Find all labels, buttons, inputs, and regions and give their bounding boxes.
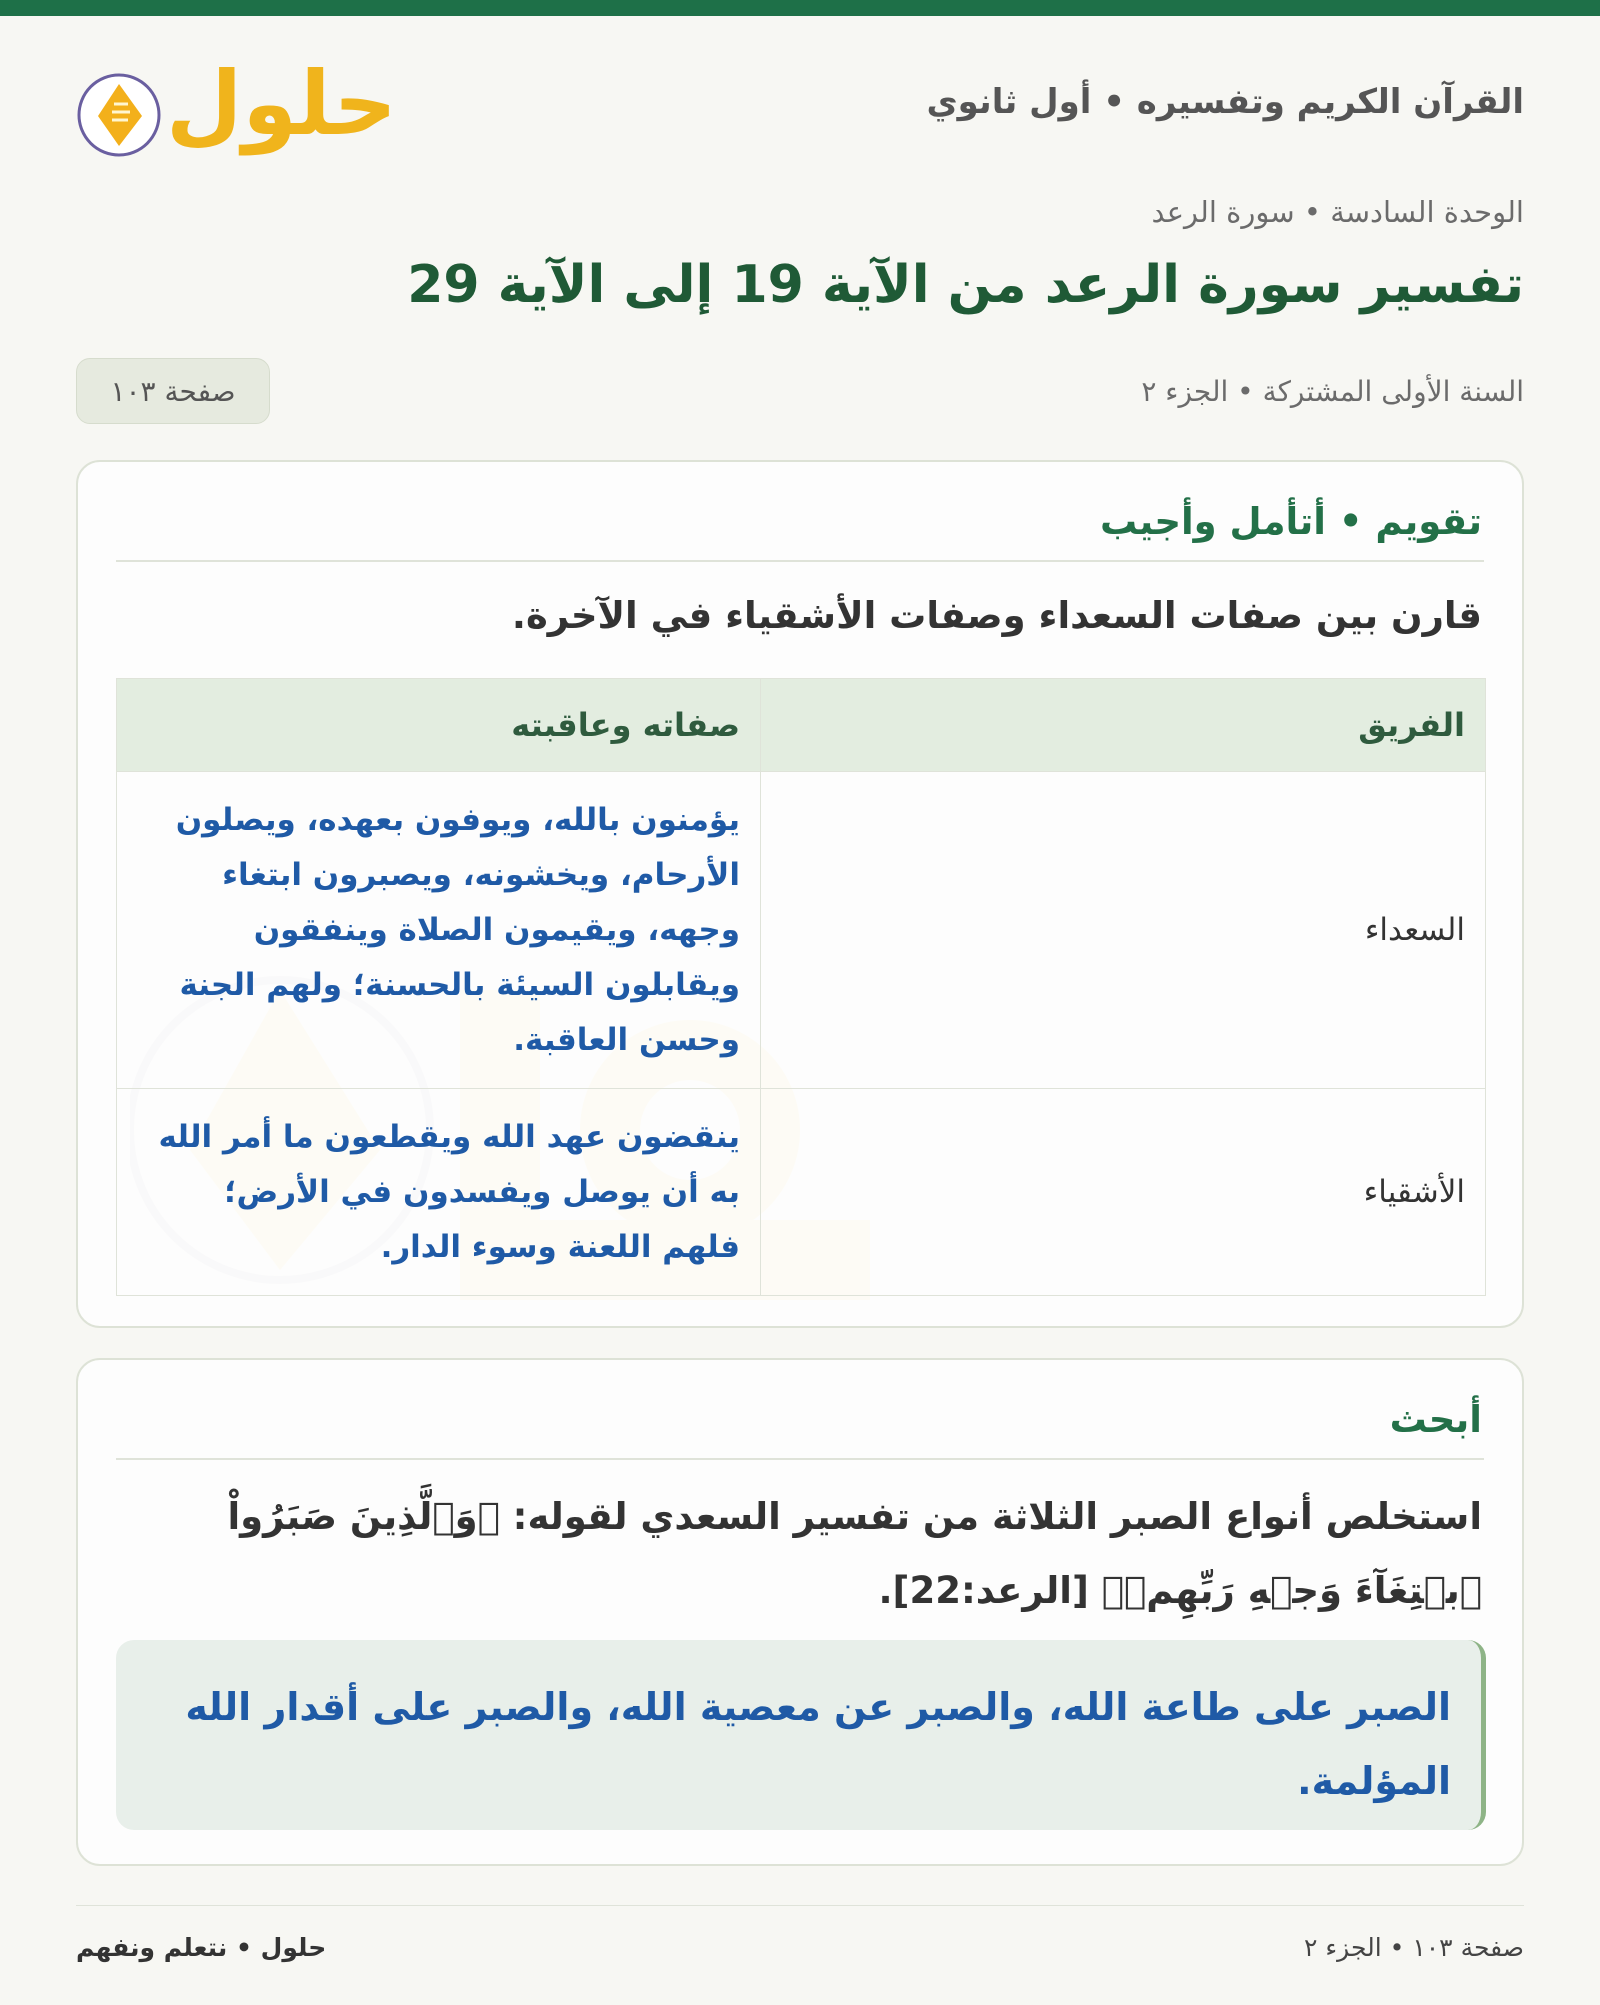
research-answer: الصبر على طاعة الله، والصبر عن معصية الله، والصبر على أقدار الله المؤلمة.	[116, 1640, 1486, 1830]
lesson-title: تفسير سورة الرعد من الآية 19 إلى الآية 29	[407, 255, 1524, 315]
evaluation-question: قارن بين صفات السعداء وصفات الأشقياء في الآخرة.	[511, 594, 1482, 637]
group-cell: الأشقياء	[761, 1089, 1486, 1296]
table-row	[117, 772, 1486, 1089]
table-row	[117, 1089, 1486, 1296]
table-header-row	[117, 679, 1486, 772]
footer-page-info: صفحة ١٠٣ • الجزء ٢	[1304, 1933, 1524, 1962]
page-header	[76, 52, 1524, 170]
brand-logo[interactable]	[76, 52, 397, 170]
evaluation-card	[76, 460, 1524, 1328]
research-card	[76, 1358, 1524, 1866]
research-title: أبحث	[1389, 1398, 1482, 1441]
research-question: استخلص أنواع الصبر الثلاثة من تفسير السعدي لقوله: ﴿وَٱلَّذِينَ صَبَرُواْ ٱبۡتِغَآءَ وَجۡهِ رَبِّهِمۡ﴾ [الرعد:22].	[227, 1495, 1482, 1612]
comparison-table	[116, 678, 1486, 1296]
column-header-traits: صفاته وعاقبته	[117, 679, 761, 772]
answer-cell: يؤمنون بالله، ويوفون بعهده، ويصلون الأرحام، ويخشونه، ويصبرون ابتغاء وجهه، ويقيمون الصلاة وينفقون ويقابلون السيئة بالحسنة؛ ولهم الجنة وحسن العاقبة.	[117, 772, 761, 1089]
footer-brand: حلول • نتعلم ونفهم	[76, 1933, 327, 1962]
lesson-meta: السنة الأولى المشتركة • الجزء ٢	[1141, 375, 1524, 408]
logo-emblem-icon	[76, 72, 162, 158]
unit-label: الوحدة السادسة • سورة الرعد	[1151, 195, 1524, 229]
page-badge: صفحة ١٠٣	[76, 358, 270, 424]
answer-cell: ينقضون عهد الله ويقطعون ما أمر الله به أن يوصل ويفسدون في الأرض؛ فلهم اللعنة وسوء الدار.	[117, 1089, 761, 1296]
subject-title: القرآن الكريم وتفسيره • أول ثانوي	[926, 82, 1524, 122]
footer-divider	[76, 1905, 1524, 1906]
column-header-group: الفريق	[761, 679, 1486, 772]
logo-text: حلول	[166, 52, 397, 155]
top-accent-bar	[0, 0, 1600, 16]
evaluation-title: تقويم • أتأمل وأجيب	[1100, 500, 1482, 543]
divider	[116, 560, 1484, 562]
group-cell: السعداء	[761, 772, 1486, 1089]
divider	[116, 1458, 1484, 1460]
